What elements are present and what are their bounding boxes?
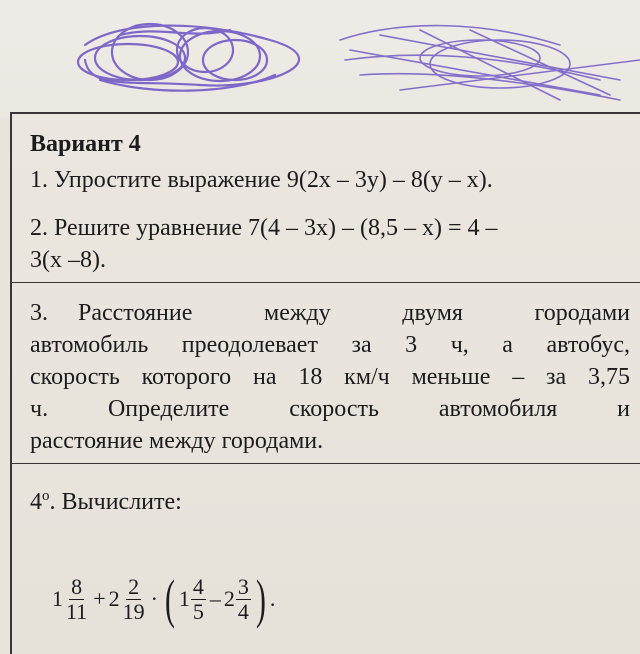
task-1-number: 1.	[30, 167, 48, 193]
expression-end: .	[269, 586, 276, 611]
term1-numerator: 8	[71, 573, 83, 599]
term2-whole: 2	[108, 586, 120, 611]
task-4-text: . Вычислите:	[49, 489, 182, 515]
expression	[52, 569, 276, 629]
multiply-sign: ·	[150, 586, 158, 611]
term3-denominator: 5	[192, 598, 204, 624]
pen-scribble-image	[0, 0, 640, 118]
term2-denominator: 19	[122, 598, 145, 624]
task-3-line-4: ч. Определите скорость автомобиля и	[30, 396, 630, 422]
divider	[10, 463, 640, 464]
task-3-line-5: расстояние между городами.	[30, 428, 324, 454]
left-paren: (	[164, 569, 175, 629]
term1-whole: 1	[52, 586, 63, 611]
variant-heading: Вариант 4	[30, 131, 141, 157]
term4-whole: 2	[223, 586, 235, 611]
term3-whole: 1	[178, 586, 190, 611]
task-4	[30, 480, 630, 518]
task-4-superscript: o	[42, 488, 50, 504]
task-2-number: 2.	[30, 215, 48, 241]
task-2	[30, 212, 630, 276]
task-content	[30, 130, 630, 518]
task-3-line-2: автомобиль преодолевает за 3 ч, а автобус,	[30, 332, 630, 358]
term1-denominator: 11	[66, 598, 88, 624]
task-3-line-1: Расстояние между двумя городами	[78, 300, 630, 326]
term4-denominator: 4	[237, 598, 249, 624]
plus-sign: +	[93, 586, 106, 611]
term1-fraction	[64, 575, 89, 624]
task-2-formula-line2: 3(x –8).	[30, 247, 106, 273]
term2-fraction	[121, 575, 147, 624]
task-3-number: 3.	[30, 300, 48, 326]
task-1-formula: 9(2x – 3y) – 8(y – x).	[286, 167, 493, 193]
term4-fraction	[236, 575, 251, 624]
task-1	[30, 164, 630, 196]
term3-fraction	[191, 575, 206, 624]
task-2-formula-line1: 7(4 – 3x) – (8,5 – x) = 4 –	[247, 215, 498, 241]
task-4-number: 4	[30, 489, 42, 515]
task-3-line-3: скорость которого на 18 км/ч меньше – за 3,75	[30, 364, 630, 390]
task-3	[30, 297, 630, 457]
term2-numerator: 2	[128, 573, 140, 599]
term4-numerator: 3	[237, 573, 249, 599]
minus-sign: –	[209, 586, 221, 611]
task-1-text: Упростите выражение	[54, 167, 281, 193]
divider	[10, 282, 640, 283]
task-2-text: Решите уравнение	[54, 215, 242, 241]
right-paren: )	[255, 569, 266, 629]
term3-numerator: 4	[192, 573, 204, 599]
